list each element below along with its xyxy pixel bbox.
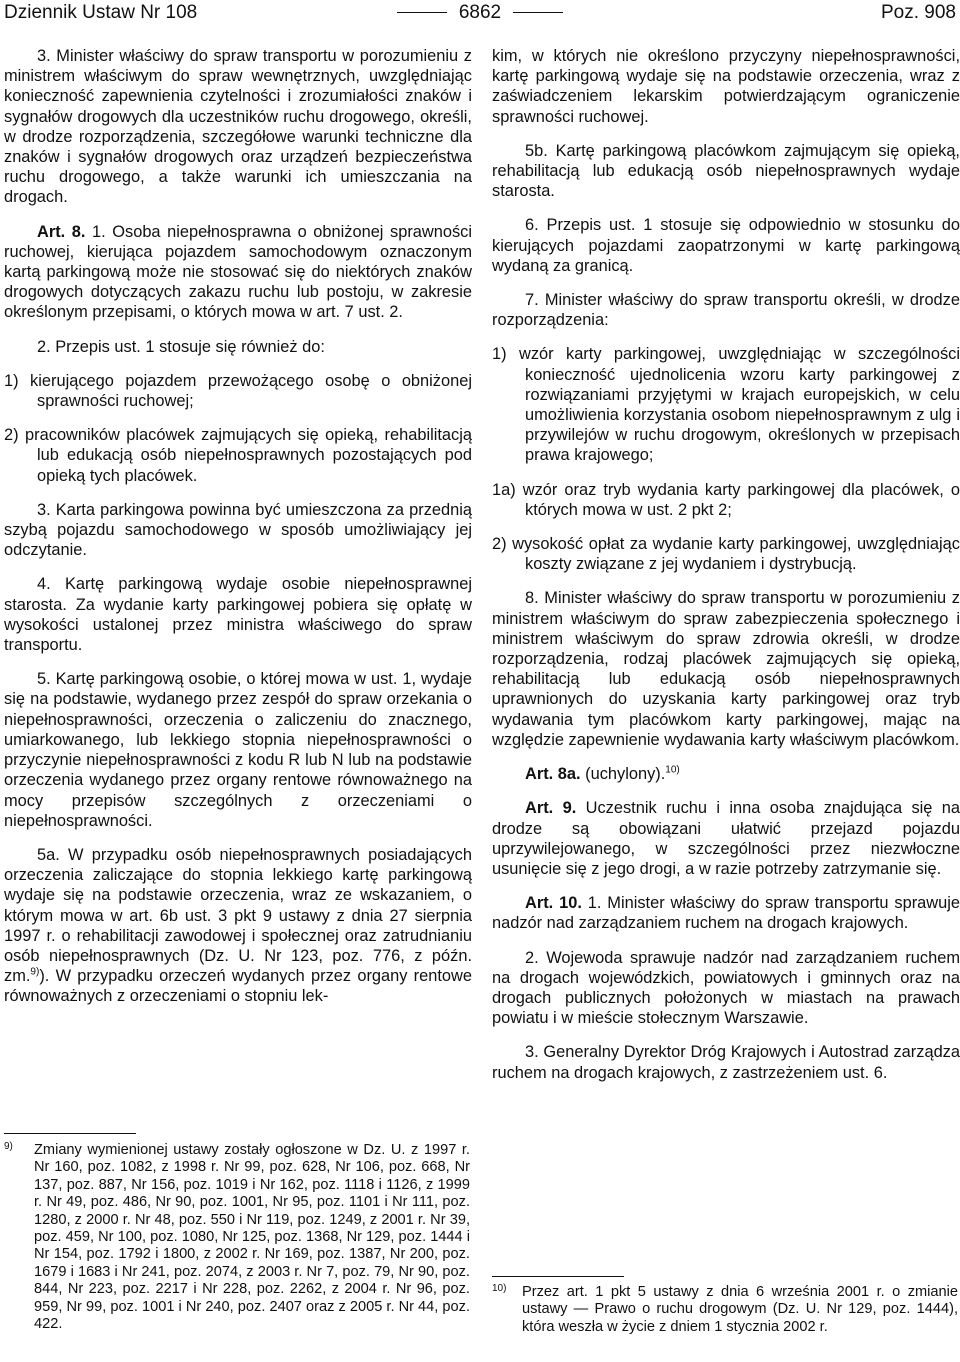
paragraph: 8. Minister właściwy do spraw transportu w porozumieniu z ministrem właściwym do spraw zabezpieczenia społecznego i ministrem właściwym do spraw zdrowia określi, w drodze rozporządzenia, rodzaj placówek zajmujących się opieką, rehabilitacją lub edukacją osób niepełnosprawnych uprawnionych do uzyskania karty parkingowej oraz tryb wydawania tym placówkom karty parkingowej, mając na względzie zapewnienie wydawania karty właściwym placówkom. [492,589,960,749]
paragraph [4,845,472,1007]
paragraph: 5b. Kartę parkingową placówkom zajmującym się opieką, rehabilitacją lub edukacją osób niepełnosprawnych wydaje starosta. [492,141,960,201]
list-item: 2) wysokość opłat za wydanie karty parkingowej, uwzględniając koszty związane z jej wydaniem i dystrybucją. [492,535,960,574]
paragraph: 3. Minister właściwy do spraw transportu w porozumieniu z ministrem właściwym do spraw wewnętrznych, uwzględniając konieczność zapewnienia czytelności i zrozumiałości znaków i sygnałów drogowych dla uczestników ruchu drogowego, określi, w drodze rozporządzenia, szczegółowe warunki techniczne dla znaków i sygnałów drogowych oraz urządzeń bezpieczeństwa ruchu drogowego, a także warunki ich umieszczania na drogach. [4,47,472,207]
paragraph [4,222,472,323]
paragraph-text: Uczestnik ruchu i inna osoba znajdująca się na drodze są obowiązani ułatwić przejazd pojazdu uprzywilejowanego, w szczególności przez niezwłoczne usunięcie się z jego drogi, a w razie potrzeby zatrzymanie się. [492,799,960,878]
page-number-value: 6862 [458,2,502,23]
journal-title: Dziennik Ustaw Nr 108 [4,2,198,23]
footnote-ref[interactable]: 9) [30,966,40,978]
footnote-9 [4,1142,470,1333]
footnote-text: Przez art. 1 pkt 5 ustawy z dnia 6 września 2001 r. o zmianie ustawy — Prawo o ruchu drogowym (Dz. U. Nr 129, poz. 1444), która weszła w życie z dniem 1 stycznia 2002 r. [522,1284,958,1335]
paragraph: kim, w których nie określono przyczyny niepełnosprawności, kartę parkingową wydaje się na podstawie orzeczenia, wraz z zaświadczeniem lekarskim potwierdzającym ograniczenie sprawności ruchowej. [492,47,960,126]
paragraph [492,764,960,784]
list-item: 1a) wzór oraz tryb wydania karty parkingowej dla placówek, o których mowa w ust. 2 pkt 2; [492,480,960,519]
list-item: 2) pracowników placówek zajmujących się opieką, rehabilitacją lub edukacją osób niepełnosprawnych pozostających pod opieką tych placówek. [4,426,472,485]
right-column [492,46,960,1097]
footnote-text: Zmiany wymienionej ustawy zostały ogłoszone w Dz. U. z 1997 r. Nr 160, poz. 1082, z 1998 r. Nr 99, poz. 628, Nr 106, poz. 668, Nr 137, poz. 887, Nr 156, poz. 1019 i Nr 162, poz. 1118 i 1126, z 1999 r. Nr 49, poz. 486, Nr 90, poz. 1001, Nr 95, poz. 1101 i Nr 111, poz. 1280, z 2000 r. Nr 48, poz. 550 i Nr 119, poz. 1249, z 2001 r. Nr 39, poz. 459, Nr 100, poz. 1080, Nr 125, poz. 1368, Nr 129, poz. 1444 i Nr 154, poz. 1792 i 1800, z 2002 r. Nr 169, poz. 1387, Nr 200, poz. 1679 i 1683 i Nr 241, poz. 2074, z 2003 r. Nr 7, poz. 79, Nr 90, poz. 844, Nr 223, poz. 2217 i Nr 228, poz. 2262, z 2004 r. Nr 96, poz. 959, Nr 99, poz. 1001 i Nr 240, poz. 2407 oraz z 2005 r. Nr 44, poz. 422. [34,1142,470,1333]
position-number: Poz. 908 [881,2,956,23]
paragraph-text: (uchylony). [580,765,666,784]
paragraph: 2. Przepis ust. 1 stosuje się również do: [37,337,325,356]
paragraph-text: 1. Osoba niepełnosprawna o obniżonej sprawności ruchowej, kierująca pojazdem samochodowym oznaczonym kartą parkingową może nie stosować się do niektórych znaków drogowych dotyczących zakazu ruchu lub postoju, w zakresie określonym przepisami, o których mowa w art. 7 ust. 2. [4,222,472,322]
paragraph: 7. Minister właściwy do spraw transportu określi, w drodze rozporządzenia: [492,291,960,330]
footnote-divider [492,1276,624,1277]
page-number [0,0,960,26]
paragraph-text: 1. Minister właściwy do spraw transportu sprawuje nadzór nad zarządzaniem ruchem na drogach krajowych. [492,894,960,933]
list-item: 1) kierującego pojazdem przewożącego osobę o obniżonej sprawności ruchowej; [4,371,472,411]
article-label: Art. 9. [525,799,577,818]
footnote-number: 10) [492,1283,507,1294]
list-item: 1) wzór karty parkingowej, uwzględniając w szczególności konieczność ujednolicenia wzoru karty parkingowej z rozwiązaniami przyjętymi w krajach europejskich, w celu umożliwienia korzystania osobom niepełnosprawnym z ulg i przywilejów w ruchu drogowym, określonych w przepisach prawa krajowego; [492,345,960,465]
dash-left [397,12,447,13]
paragraph [492,798,960,879]
paragraph: 4. Kartę parkingową wydaje osobie niepełnosprawnej starosta. Za wydanie karty parkingowej pobiera się opłatę w wysokości ustalonej przez ministra właściwego do spraw transportu. [4,575,472,655]
footnote-ref[interactable]: 10) [665,764,680,776]
article-label: Art. 10. [525,894,582,913]
paragraph: 3. Generalny Dyrektor Dróg Krajowych i Autostrad zarządza ruchem na drogach krajowych, z zastrzeżeniem ust. 6. [492,1043,960,1082]
paragraph: 5. Kartę parkingową osobie, o której mowa w ust. 1, wydaje się na podstawie, wydanego przez zespół do spraw orzekania o niepełnosprawności, orzeczenia o zaliczeniu do znacznego, umiarkowanego, lub lekkiego stopnia niepełnosprawności o przyczynie niepełnosprawności z kodu R lub N lub na podstawie orzeczenia wydanego przez organy rentowe równoważnego na mocy przepisów szczególnych z orzeczeniami o niepełnosprawności. [4,670,472,830]
paragraph-text: 5a. W przypadku osób niepełnosprawnych posiadających orzeczenia zaliczające do stopnia lekkiego kartę parkingową wydaje się na podstawie orzeczenia, wraz ze wskazaniem, o którym mowa w art. 6b ust. 3 pkt 9 ustawy z dnia 27 sierpnia 1997 r. o rehabilitacji zawodowej i społecznej oraz zatrudnianiu osób niepełnosprawnych (Dz. U. Nr 123, poz. 776, z późn. zm. [4,845,472,986]
article-label: Art. 8a. [525,765,581,784]
paragraph-text: ). W przypadku orzeczeń wydanych przez organy rentowe równoważnych z orzeczeniami o stopniu lek- [4,967,472,1006]
page-header [0,0,960,26]
article-label: Art. 8. [37,222,86,241]
dash-right [513,12,563,13]
paragraph [492,893,960,933]
footnote-divider [4,1133,136,1134]
left-column [4,46,472,1021]
paragraph: 2. Wojewoda sprawuje nadzór nad zarządzaniem ruchem na drogach wojewódzkich, powiatowych i gminnych oraz na drogach publicznych położonych w miastach na prawach powiatu i w mieście stołecznym Warszawie. [492,948,960,1028]
paragraph: 6. Przepis ust. 1 stosuje się odpowiednio w stosunku do kierujących pojazdami zaopatrzonymi w kartę parkingową wydaną za granicą. [492,216,960,275]
footnote-number: 9) [4,1141,13,1152]
footnote-10 [492,1284,958,1336]
paragraph: 3. Karta parkingowa powinna być umieszczona za przednią szybą pojazdu samochodowego w sposób umożliwiający jej odczytanie. [4,500,472,560]
